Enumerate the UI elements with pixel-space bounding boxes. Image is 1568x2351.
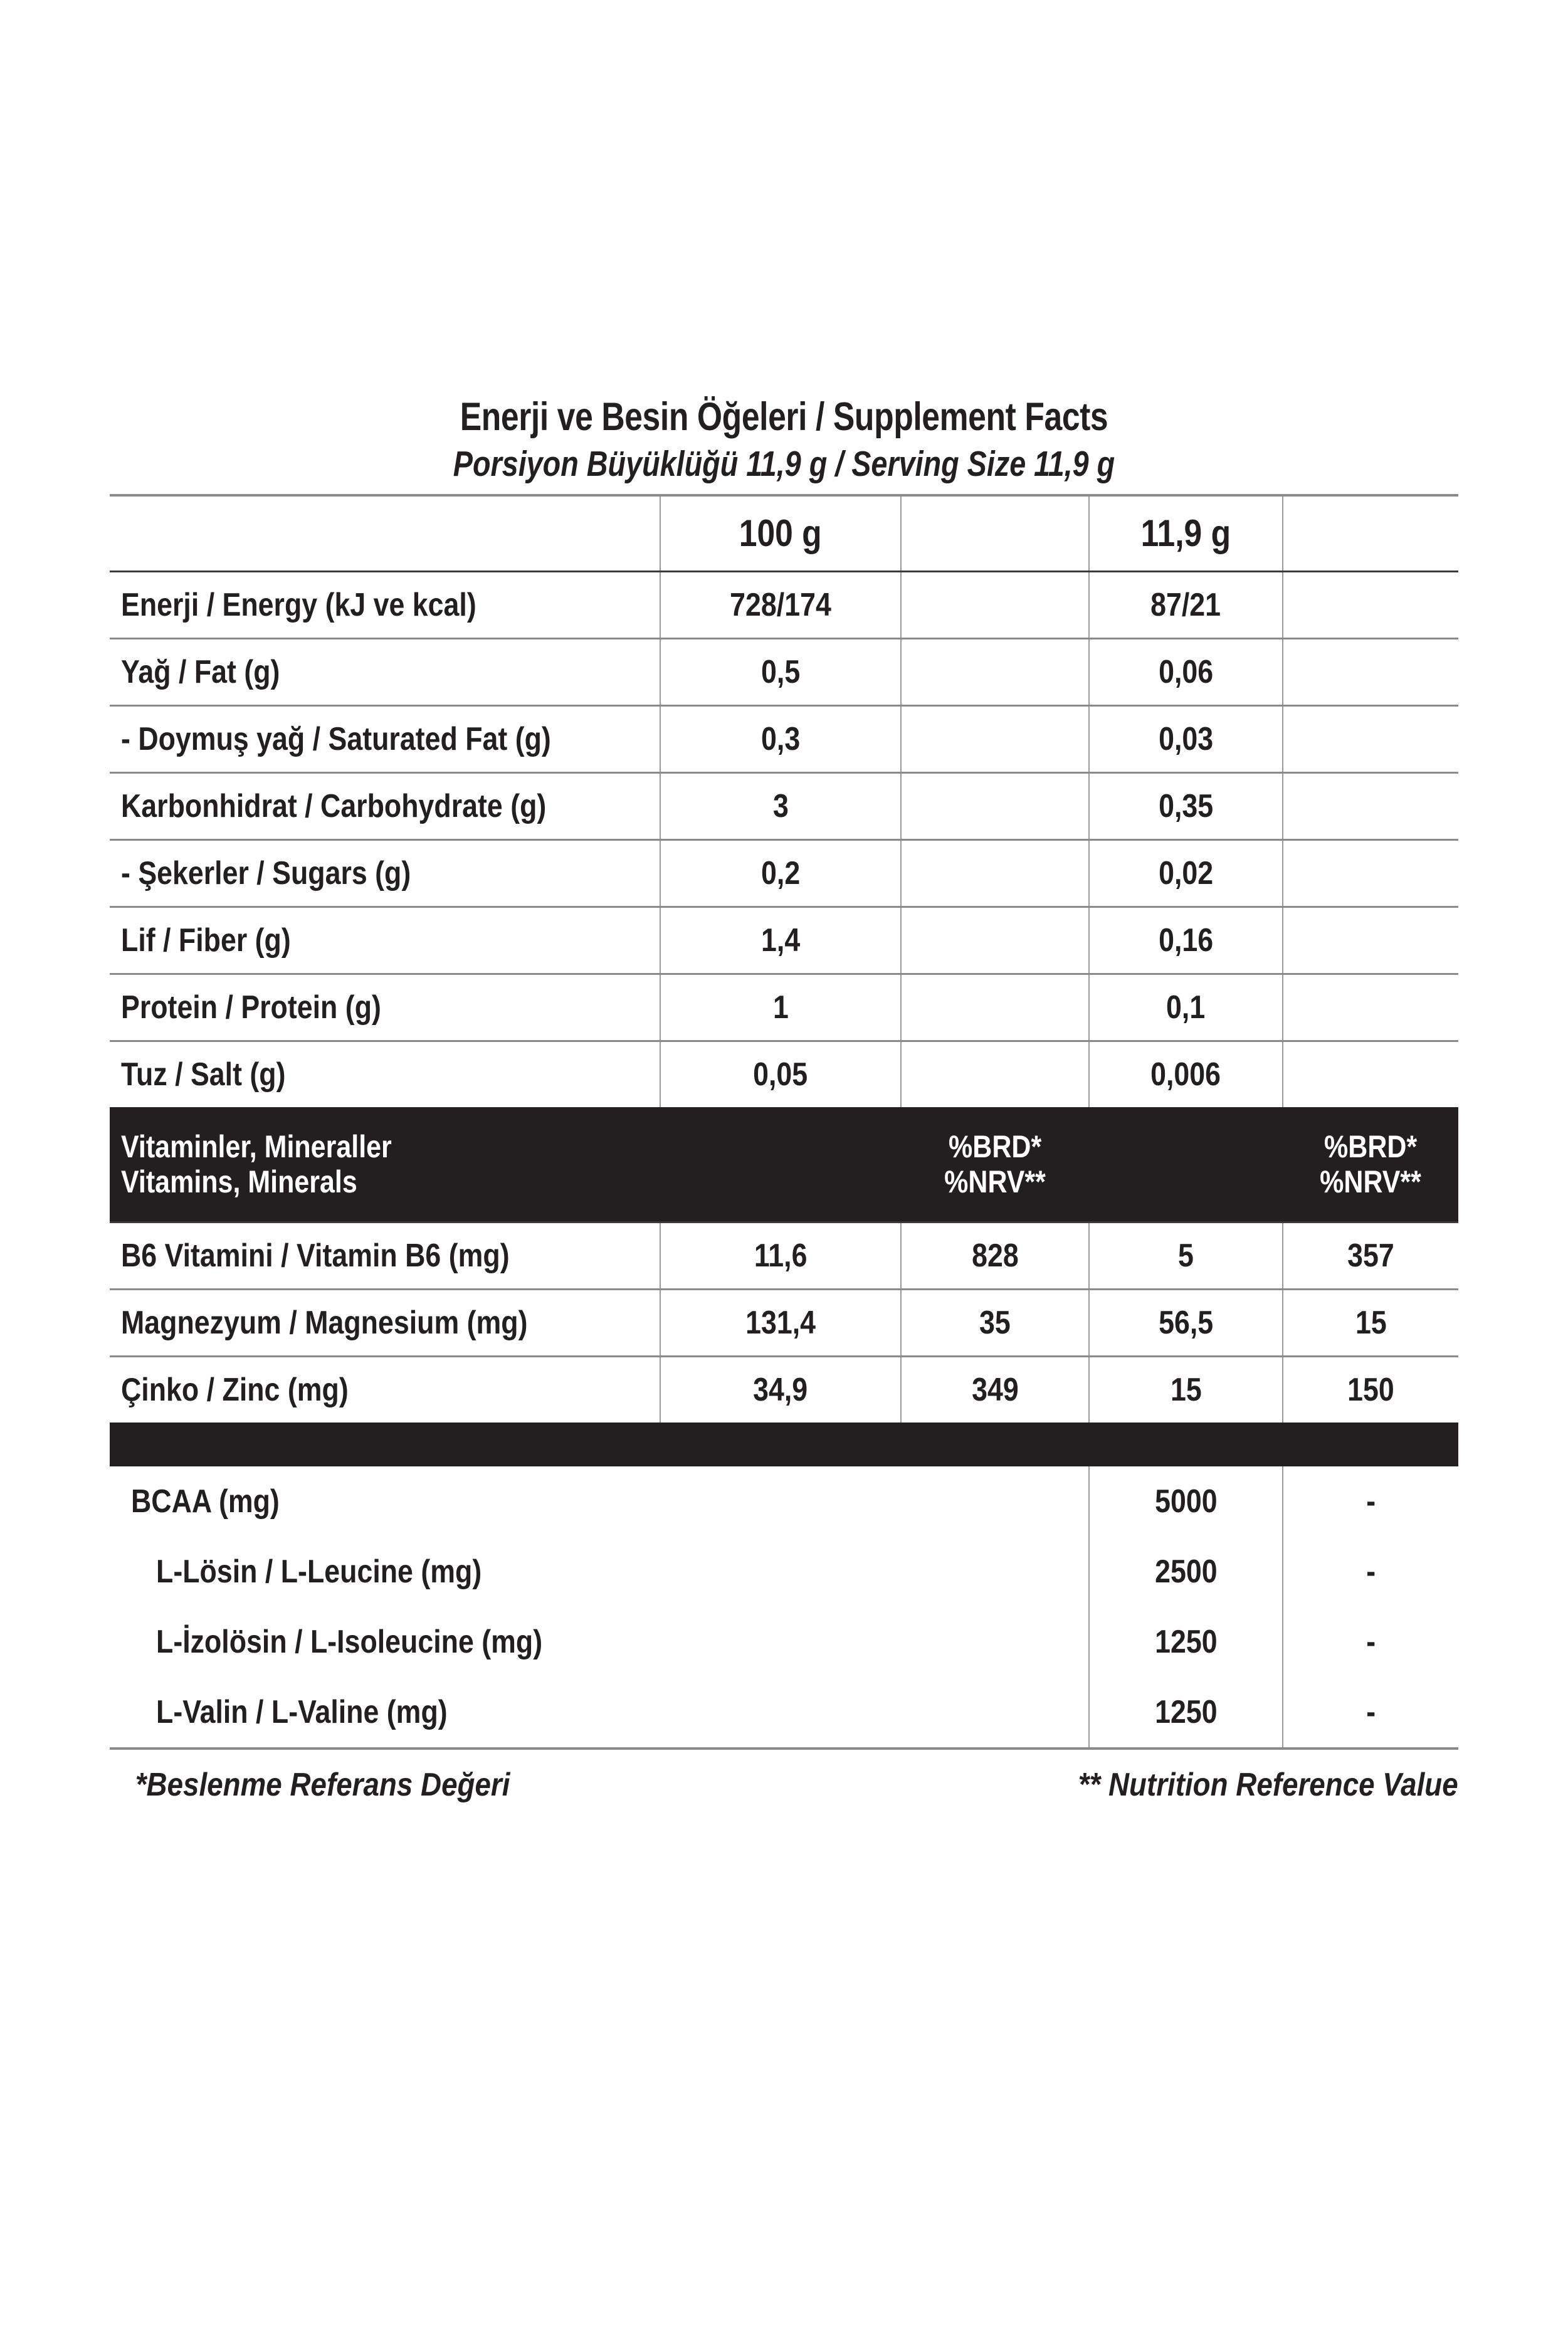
- nutrient-nrv-100g: [901, 571, 1089, 638]
- nutrient-per-serving: 0,16: [1089, 907, 1283, 974]
- footnotes: [110, 1766, 1458, 1814]
- vitamin-nrv-serving: 150: [1283, 1356, 1458, 1423]
- bcaa-label: BCAA (mg): [131, 1483, 280, 1520]
- bcaa-nrv: -: [1283, 1677, 1458, 1749]
- band-nrv-serving: [1283, 1107, 1458, 1223]
- nutrient-per-100g: 1,4: [660, 907, 901, 974]
- nutrient-per-serving: 87/21: [1089, 571, 1283, 638]
- vitamin-nrv-100g: 349: [901, 1356, 1089, 1423]
- table-row: [110, 638, 1458, 705]
- bcaa-nrv: -: [1283, 1466, 1458, 1537]
- table-row: [110, 1289, 1458, 1356]
- vitamin-per-serving: 5: [1089, 1222, 1283, 1289]
- header-cell-nrv-100g: [901, 495, 1089, 572]
- nutrient-label: Karbonhidrat / Carbohydrate (g): [110, 772, 660, 839]
- nutrient-nrv-100g: [901, 907, 1089, 974]
- table-bottom-rule: [110, 1749, 1458, 1750]
- footnote-right: ** Nutrition Reference Value: [1078, 1766, 1458, 1803]
- supplement-facts-panel: [110, 395, 1458, 1814]
- table-row: [110, 772, 1458, 839]
- section-divider-bar: [110, 1423, 1458, 1466]
- band-nrv-label-1: %NRV**: [944, 1164, 1046, 1199]
- header-cell-label: [110, 495, 660, 572]
- nutrient-nrv-serving: [1283, 1041, 1458, 1107]
- vitamin-nrv-serving: 15: [1283, 1289, 1458, 1356]
- divider-bar-fill: [110, 1423, 1458, 1466]
- bottom-rule-fill: [110, 1749, 1458, 1750]
- table-row: [110, 1041, 1458, 1107]
- bcaa-label: L-İzolösin / L-Isoleucine (mg): [156, 1623, 543, 1660]
- nutrient-label: - Doymuş yağ / Saturated Fat (g): [110, 705, 660, 772]
- vitamins-minerals-band: [110, 1107, 1458, 1223]
- table-row: [110, 1466, 1458, 1537]
- nutrient-per-100g: 0,5: [660, 638, 901, 705]
- header-cell-nrv-serving: [1283, 495, 1458, 572]
- nutrient-per-100g: 0,3: [660, 705, 901, 772]
- nutrient-per-serving: 0,35: [1089, 772, 1283, 839]
- vitamin-label: Magnezyum / Magnesium (mg): [110, 1289, 660, 1356]
- bcaa-amount: 5000: [1089, 1466, 1283, 1537]
- bcaa-amount: 2500: [1089, 1537, 1283, 1607]
- title-block: [110, 395, 1458, 485]
- nutrient-per-100g: 728/174: [660, 571, 901, 638]
- band-blank-serving: [1089, 1107, 1283, 1223]
- nutrient-nrv-100g: [901, 705, 1089, 772]
- nutrient-label: Enerji / Energy (kJ ve kcal): [110, 571, 660, 638]
- table-row: [110, 974, 1458, 1041]
- nutrient-nrv-serving: [1283, 571, 1458, 638]
- nutrient-nrv-100g: [901, 839, 1089, 907]
- nutrient-nrv-100g: [901, 1041, 1089, 1107]
- page-title: Enerji ve Besin Öğeleri / Supplement Facts: [460, 395, 1108, 439]
- table-row: [110, 1222, 1458, 1289]
- table-row: [110, 1677, 1458, 1749]
- nutrient-nrv-serving: [1283, 974, 1458, 1041]
- band-nrv-label-2: %NRV**: [1320, 1164, 1422, 1199]
- band-label-cell: [110, 1107, 660, 1223]
- table-row: [110, 907, 1458, 974]
- band-label-line2: Vitamins, Minerals: [121, 1164, 357, 1199]
- table-row: [110, 839, 1458, 907]
- table-row: [110, 1537, 1458, 1607]
- nutrient-per-serving: 0,06: [1089, 638, 1283, 705]
- table-row: [110, 571, 1458, 638]
- bcaa-label: L-Lösin / L-Leucine (mg): [156, 1553, 482, 1590]
- bcaa-amount: 1250: [1089, 1607, 1283, 1677]
- serving-size-subtitle: Porsiyon Büyüklüğü 11,9 g / Serving Size 11,9 g: [453, 443, 1115, 484]
- band-label-line1: Vitaminler, Mineraller: [121, 1128, 392, 1164]
- vitamin-per-100g: 34,9: [660, 1356, 901, 1423]
- nutrient-per-100g: 0,05: [660, 1041, 901, 1107]
- table-header-row: [110, 495, 1458, 572]
- nutrient-nrv-serving: [1283, 638, 1458, 705]
- nutrient-label: Lif / Fiber (g): [110, 907, 660, 974]
- band-blank-100g: [660, 1107, 901, 1223]
- table-row: [110, 705, 1458, 772]
- band-brd-label-2: %BRD*: [1324, 1128, 1418, 1164]
- nutrient-nrv-serving: [1283, 907, 1458, 974]
- nutrient-nrv-serving: [1283, 772, 1458, 839]
- supplement-facts-table: [110, 494, 1458, 1750]
- nutrient-per-100g: 0,2: [660, 839, 901, 907]
- nutrient-per-serving: 0,03: [1089, 705, 1283, 772]
- table-row: [110, 1356, 1458, 1423]
- nutrient-nrv-100g: [901, 772, 1089, 839]
- nutrient-nrv-100g: [901, 974, 1089, 1041]
- bcaa-label: L-Valin / L-Valine (mg): [156, 1693, 448, 1730]
- nutrient-nrv-100g: [901, 638, 1089, 705]
- nutrient-label: Protein / Protein (g): [110, 974, 660, 1041]
- vitamin-nrv-serving: 357: [1283, 1222, 1458, 1289]
- nutrient-nrv-serving: [1283, 705, 1458, 772]
- nutrient-per-100g: 1: [660, 974, 901, 1041]
- header-cell-serving: [1089, 495, 1283, 572]
- nutrient-per-serving: 0,006: [1089, 1041, 1283, 1107]
- nutrient-nrv-serving: [1283, 839, 1458, 907]
- band-nrv-100g: [901, 1107, 1089, 1223]
- nutrient-per-100g: 3: [660, 772, 901, 839]
- header-serving-text: 11,9 g: [1140, 512, 1231, 555]
- header-100g-text: 100 g: [739, 512, 822, 555]
- nutrient-label: Yağ / Fat (g): [110, 638, 660, 705]
- vitamin-label: Çinko / Zinc (mg): [110, 1356, 660, 1423]
- vitamin-per-serving: 56,5: [1089, 1289, 1283, 1356]
- vitamin-per-100g: 11,6: [660, 1222, 901, 1289]
- vitamin-per-100g: 131,4: [660, 1289, 901, 1356]
- bcaa-nrv: -: [1283, 1607, 1458, 1677]
- band-brd-label-1: %BRD*: [948, 1128, 1042, 1164]
- bcaa-amount: 1250: [1089, 1677, 1283, 1749]
- vitamin-label: B6 Vitamini / Vitamin B6 (mg): [110, 1222, 660, 1289]
- header-cell-100g: [660, 495, 901, 572]
- nutrient-label: Tuz / Salt (g): [110, 1041, 660, 1107]
- table-row: [110, 1607, 1458, 1677]
- nutrient-label: - Şekerler / Sugars (g): [110, 839, 660, 907]
- nutrient-per-serving: 0,1: [1089, 974, 1283, 1041]
- footnote-left: *Beslenme Referans Değeri: [135, 1766, 510, 1803]
- bcaa-nrv: -: [1283, 1537, 1458, 1607]
- vitamin-nrv-100g: 828: [901, 1222, 1089, 1289]
- vitamin-nrv-100g: 35: [901, 1289, 1089, 1356]
- vitamin-per-serving: 15: [1089, 1356, 1283, 1423]
- nutrient-per-serving: 0,02: [1089, 839, 1283, 907]
